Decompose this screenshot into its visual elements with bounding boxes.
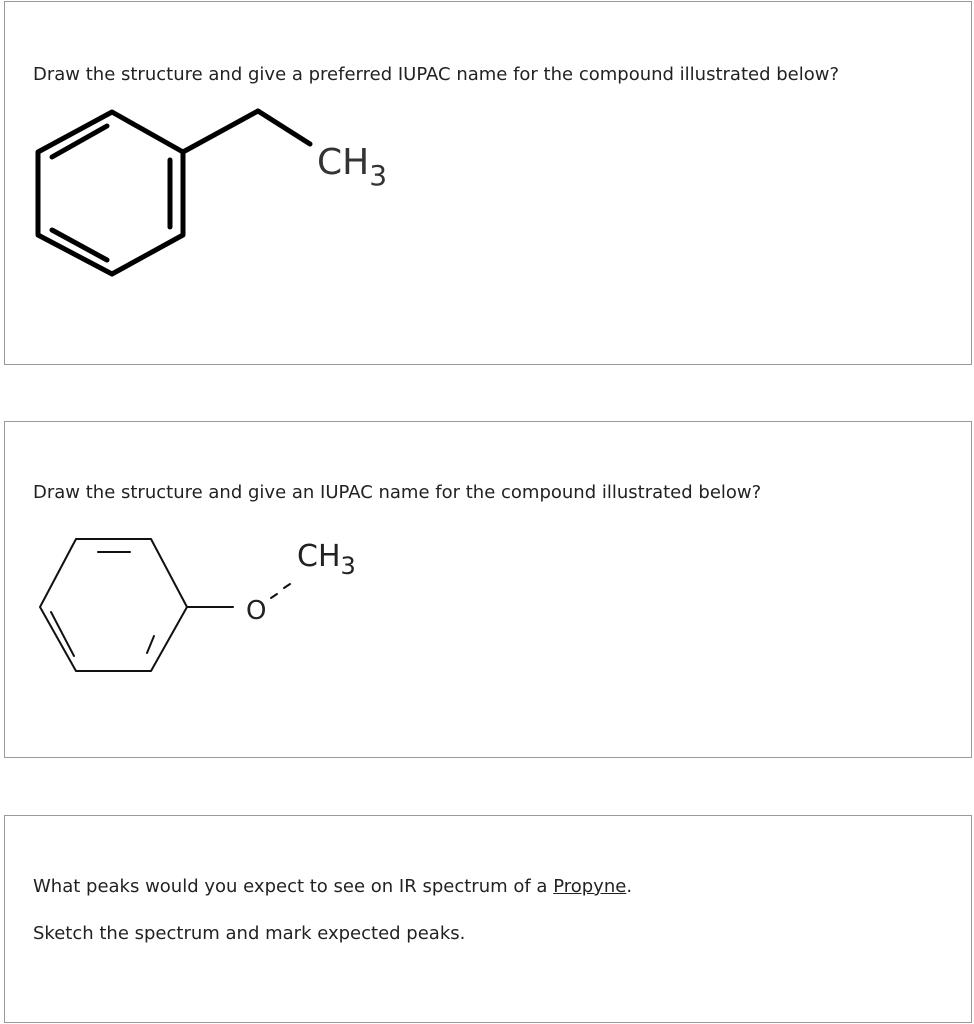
ch3-group-label: CH <box>297 539 341 574</box>
question-1-prompt: Draw the structure and give a preferred IUPAC name for the compound illustrated below? <box>33 64 840 85</box>
question-3-prompt-suffix: . <box>626 876 633 897</box>
svg-text:CH3 <box>297 539 356 580</box>
question-2-prompt: Draw the structure and give an IUPAC name for the compound illustrated below? <box>33 482 762 503</box>
question-3-instruction: Sketch the spectrum and mark expected peaks. <box>33 923 466 944</box>
question-3-prompt <box>33 875 632 899</box>
ethylbenzene-structure-icon <box>25 102 425 302</box>
methoxybenzene-structure-icon <box>30 532 390 682</box>
ch3-group-subscript: 3 <box>369 159 388 192</box>
propyne-link[interactable]: Propyne <box>553 876 627 897</box>
question-card-3 <box>4 815 972 1023</box>
question-card-1 <box>4 1 972 365</box>
oxygen-atom-label: O <box>246 596 267 626</box>
question-3-prompt-text: What peaks would you expect to see on IR spectrum of a <box>33 876 554 897</box>
ch3-group-label: CH <box>317 142 370 183</box>
ch3-group-subscript: 3 <box>340 552 356 580</box>
svg-text:CH3 <box>317 142 387 192</box>
question-card-2 <box>4 421 972 758</box>
